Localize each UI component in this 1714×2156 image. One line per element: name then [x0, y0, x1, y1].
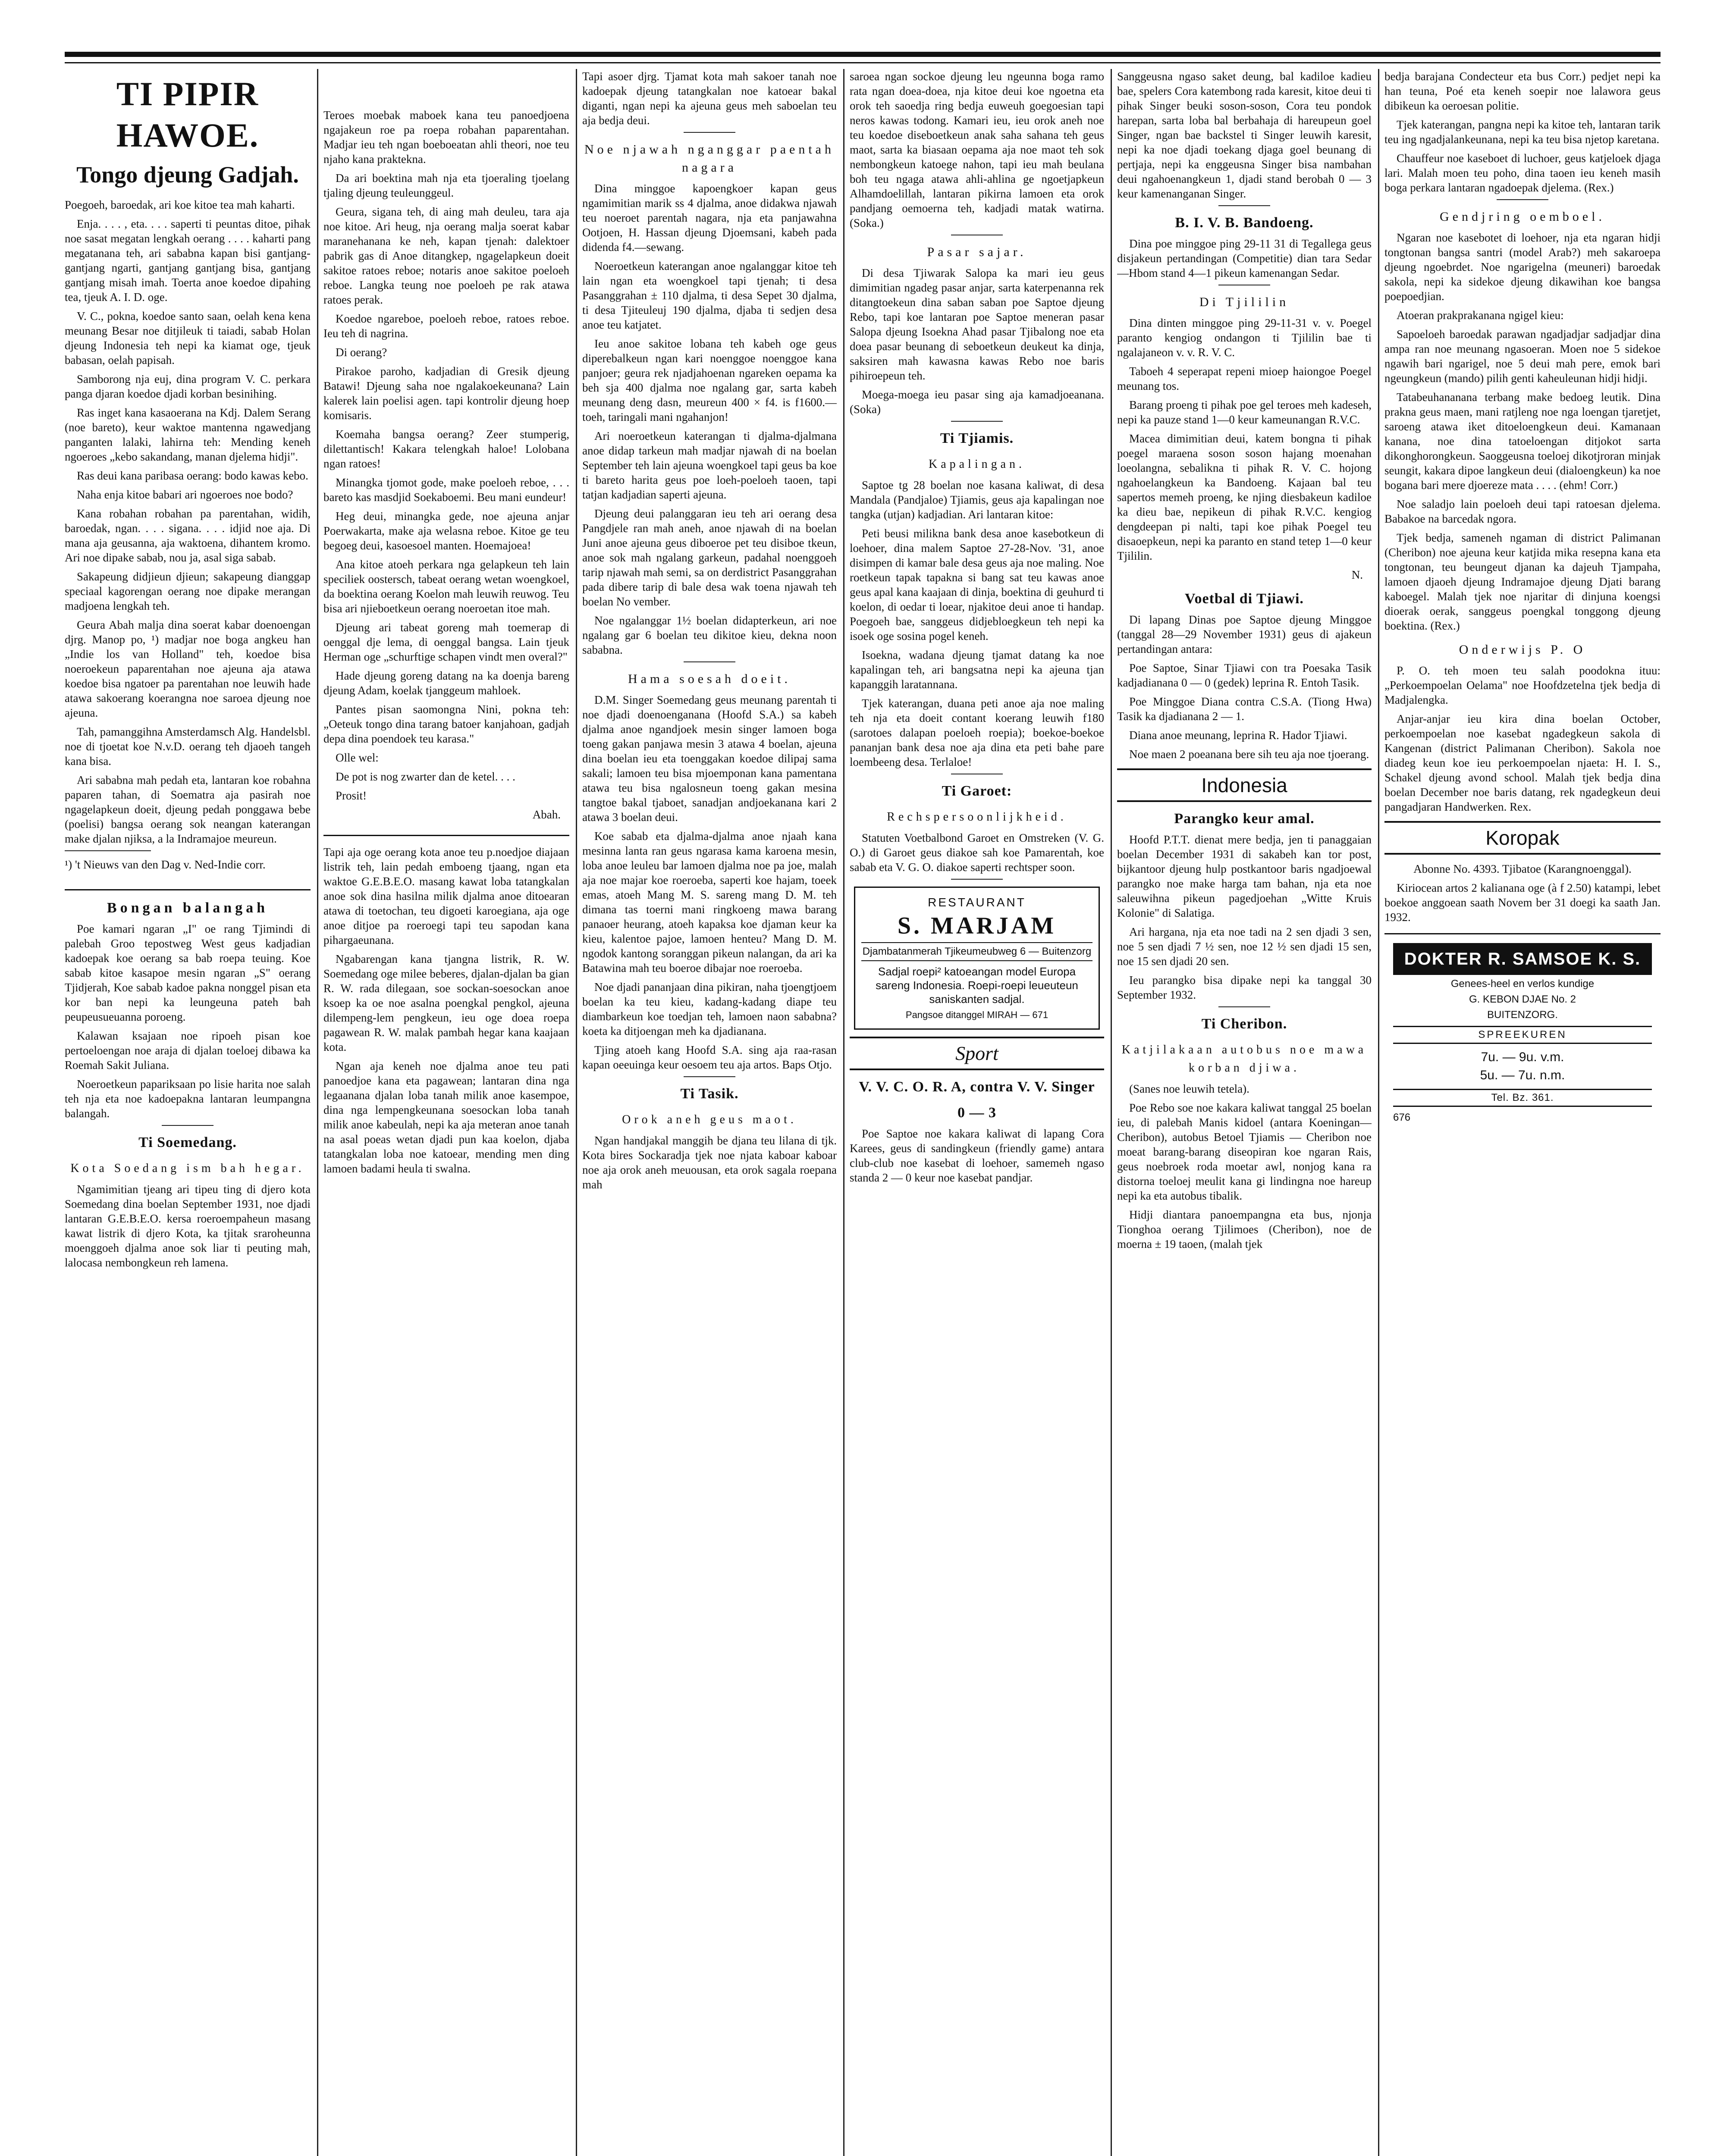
divider	[684, 1076, 735, 1077]
paragraph: Prosit!	[336, 789, 367, 802]
paragraph: Djeung ari tabeat goreng mah toemerap di oenggal dje lema, di oenggal bangsa. Lain tjeuk Herman oge „schurftige schapen vindt men overal?"	[323, 621, 569, 663]
paragraph: De pot is nog zwarter dan de ketel. . . .	[336, 770, 515, 783]
article-body-1	[65, 197, 311, 846]
paragraph: Diana anoe meunang, leprina R. Hador Tjiawi.	[1129, 729, 1347, 742]
section-heading: Ti Tjiamis.	[940, 430, 1014, 446]
paragraph: Dina poe minggoe ping 29-11 31 di Tegallega geus disjakeun pertandingan (Competitie) dian tara Sedar—Hbom stand 4—1 pikeun kamenangan Sedar.	[1117, 237, 1372, 279]
top-rule	[65, 52, 1661, 57]
section-heading: Noe njawah nganggar paentah nagara	[584, 142, 835, 175]
section-heading: Pasar sajar.	[927, 245, 1027, 259]
ad-doctor-city: BUITENZORG.	[1487, 1009, 1558, 1021]
paragraph: Ari sababna mah pedah eta, lantaran koe robahna paparen tahan, di Soematra aja pasirah noe ngagelapkeun doeit, djeung pedah ponggawa bebe (poelisi) bangsa oerang sok neangan katerangan make djalan njiksa, a la Indramajoe meureun.	[65, 774, 311, 845]
paragraph: Olle wel:	[336, 751, 379, 764]
ad-doctor-profession: Genees-heel en verlos kundige	[1450, 978, 1595, 990]
paragraph: Moega-moega ieu pasar sing aja kamadjoeanana. (Soka)	[850, 388, 1104, 416]
restaurant-advertisement	[854, 887, 1100, 1030]
paragraph: Di desa Tjiwarak Salopa ka mari ieu geus dimimitian ngadeg pasar anjar, sarta katerpenanna rek ditangtoekeun dina saban saban poe Saptoe djeung Rebo, tapi koe lantaran poe Saptoe meneran pasar Salopa djeung Isoekna Ahad pasar Tjibalong noe eta doea pasar beunang di seboetkeun deukeut ka dinja, saksiren mah kawasna kawas Rebo noe baris pihiroepeun teh.	[850, 266, 1104, 382]
section-heading: Gendjring oemboel.	[1440, 210, 1605, 224]
paragraph: Isoekna, wadana djeung tjamat datang ka noe kapalingan teh, ari bangsatna nepi ka ajeuna tjan kapanggih laratannana.	[850, 649, 1104, 691]
section-subheading: Kapalingan.	[928, 458, 1026, 471]
section-box-indonesia: Indonesia	[1117, 768, 1372, 802]
paragraph: Naha enja kitoe babari ari ngoeroes noe bodo?	[77, 488, 293, 501]
paragraph: Sanggeusna ngaso saket deung, bal kadiloe kadieu bae, spelers Cora katembong rada karesit, kitoe deui ti pihak Singer beuki soson-soson, Cora teu pondok harepan, sarta loba bal berbahaja di hareupeun goel Singer, ngan bae backstel ti Singer leuwih karesit, nepi ka noe djadi toekang djaga goel beunang di pertjaja, nepi ka enggeusna Singer bisa nambahan deui ngahoenangkeun 1, djadi stand berobah 0 — 3 keur kamenanganan Singer.	[1117, 70, 1372, 200]
section-box-koropak: Koropak	[1384, 821, 1661, 855]
paragraph: Da ari boektina mah nja eta tjoeraling tjoelang tjaling djeung teuleunggeul.	[323, 172, 569, 199]
paragraph: Ana kitoe atoeh perkara nga gelapkeun teh lain speciliek oostersch, tabeat oerang wetan woengkoel, da boektina oerang Koelon mah leuwih reuwog. Teu bisa ari njieboetkeun oerang noeroetan itoe mah.	[323, 558, 569, 615]
paragraph: Geura, sigana teh, di aing mah deuleu, tara aja noe kitoe. Ari heug, nja oerang malja soerat kabar maranehanana ke neh, kapan tjenah: dalektoer pabrik gas di Anoe ditangkep, ngagelapkeun doeit sakitoe ratoes reboe; notaris anoe sakitoe poeloeh reboe. Langka teung noe poeloeh pe rak atawa ratoes perak.	[323, 205, 569, 306]
paragraph: Kana robahan robahan pa parentahan, widih, baroedak, ngan. . . . sigana. . . . idjid noe aja. Di mana aja geusanna, aja waktoena, dihantem kromo. Ari noe dipake sabab, nou ja, asal siga sabab.	[65, 507, 311, 564]
ad-restaurant-footer: Pangsoe ditanggel MIRAH — 671	[905, 1009, 1048, 1020]
paragraph: Ngan aja keneh noe djalma anoe teu pati panoedjoe kana eta pagawean; lantaran dina nga legaanana djalan loba tanah milik anoe kasempoe, dina nga lempengkeunana soesockan loba tanah milik anoe kabeulah, nepi ka aja meteran anoe tanah na asal poeas wetan djadi pun kaa koelon, djaba tatangkalan loba noe katoear, mending men ding lamoen badami heula ti swalna.	[323, 1059, 569, 1175]
column-2	[323, 69, 569, 2156]
section-heading: Ti Soemedang.	[138, 1134, 237, 1150]
divider	[1218, 205, 1270, 206]
paragraph: Taboeh 4 seperapat repeni mioep haiongoe Poegel meunang tos.	[1117, 365, 1372, 392]
match-title: V. V. C. O. R. A, contra V. V. Singer	[859, 1079, 1095, 1095]
paragraph: D.M. Singer Soemedang geus meunang parentah ti noe djadi doenoenganana (Hoofd S.A.) sa kabeh djalma anoe ngandjoek mesin singer lamoen boga toeng gakan panjawa mesin 3 atawa 4 boelan, ajeuna dina boelan ieu eta toenggakan koedoe dilipaj sama sakali; lamoen teu bisa mjoemponan kana pamentana atawa teu bisa ngalosneun toeng gakan mesina tangtoe bakal tjaboet, sanadjan andjoekanana kari 2 atawa 3 boelan deui.	[582, 693, 837, 824]
ad-restaurant-label: RESTAURANT	[928, 896, 1026, 909]
paragraph: Di oerang?	[336, 346, 387, 359]
divider	[1218, 1006, 1270, 1007]
paragraph: Barang proeng ti pihak poe gel teroes meh kadeseh, nepi ka pauze stand 1—0 keur kameunangan R.V.C.	[1117, 398, 1372, 426]
article-title: TI PIPIR HAWOE.	[116, 75, 259, 154]
paragraph: Dina dinten minggoe ping 29-11-31 v. v. Poegel paranto kengiog ondangon ti Tjililin bae ti ngalajaneon v. v. R. V. C.	[1117, 317, 1372, 359]
column-5	[1117, 69, 1372, 2156]
paragraph: Kiriocean artos 2 kalianana oge (à f 2.50) katampi, lebet boekoe anggoean saath Novem ber 31 doegi ka saath Jan. 1932.	[1384, 881, 1661, 924]
column-rule	[1378, 69, 1379, 2156]
paragraph: Noe djadi pananjaan dina pikiran, naha tjoengtjoem boelan ka teu kieu, kadang-kadang diape teu diambarkeun koe toedjan teh, lamoen naon sababna? koeta ka ditjoengan meh ka djadianana.	[582, 981, 837, 1037]
paragraph: Hidji diantara panoempangna eta bus, njonja Tionghoa oerang Tjilimoes (Cheribon), noe de moerna ± 19 taoen, (malah tjek	[1117, 1208, 1372, 1250]
section-subheading: Orok aneh geus maot.	[622, 1113, 797, 1126]
paragraph: Ngan handjakal manggih be djana teu lilana di tjk. Kota bires Sockaradja tjek noe njata kaboar kaboar noe aja orok aneh meuousan, eta orok sagala roepana mah	[582, 1134, 837, 1191]
paragraph: Kalawan ksajaan noe ripoeh pisan koe pertoeloengan noe araja di djalan toeloej dibawa ka Roemah Sakit Juliana.	[65, 1029, 311, 1072]
paragraph: Poe Saptoe noe kakara kaliwat di lapang Cora Karees, geus di sandingkeun (friendly game) antara club-club noe kasebat di loehoer, samemeh ngaso standa 2 — 0 keur noe kasebat pandjar.	[850, 1127, 1104, 1184]
paragraph: Ari noeroetkeun katerangan ti djalma-djalmana anoe didap tarkeun mah madjar njawah di na boelan September teh lain ajeuna woengkoel tapi geus ba koe ti bareto harita geus poe loeh-poeloeh taoen, tapi tatjan kadjadian saperti ajeuna.	[582, 429, 837, 501]
paragraph: Noe maen 2 poeanana bere sih teu aja noe tjoerang.	[1129, 748, 1369, 761]
footnote-rule	[65, 850, 151, 851]
newspaper-page	[65, 52, 1661, 2156]
paragraph: V. C., pokna, koedoe santo saan, oelah kena kena meunang Besar noe ditjileuk ti taiadi, sabab Holan djeung Indonesia teh nepi ka kiamat oge, tjeuk babasan, oelah papisah.	[65, 310, 311, 367]
paragraph: Teroes moebak maboek kana teu panoedjoena ngajakeun roe pa roepa robahan paparentahan. Madjar ieu teh ngan boeboeatan ahli theori, noe teu njaho kana praktekna.	[323, 109, 569, 166]
paragraph: Macea dimimitian deui, katem bongna ti pihak poegel maraena soson soson hajang moenahan loeolangna, sebalikna ti pihak R. V. C. hojong ngahoelangkeun ka Bandoeng. Kajaan bal teu sapertos memeh proeng, ke njing diesbakeun kadiloe ka dieu bae, nepikeun di pihak R.V.C. kengiog dengdeepan pi nalti, tapi koe pihak Poegel teu disaoepkeun, nepi ka paranto en stand tetep 1—0 keur Tjililin.	[1117, 432, 1372, 562]
column-1	[65, 69, 311, 2156]
paragraph: Pirakoe paroho, kadjadian di Gresik djeung Batawi! Djeung saha noe ngalakoekeunana? Lain kalerek lain poelisi agen. tapi kontrolir djeung hoep komisaris.	[323, 365, 569, 422]
paragraph: Samborong nja euj, dina program V. C. perkara panga djaran koedoe djadi korban besinihing.	[65, 373, 311, 400]
section-heading: Ti Tasik.	[680, 1086, 739, 1102]
paragraph: Poe Minggoe Diana contra C.S.A. (Tiong Hwa) Tasik ka djadianana 2 — 1.	[1117, 695, 1372, 723]
divider	[684, 661, 735, 662]
section-heading: Ti Garoet:	[942, 783, 1012, 799]
paragraph: Poe Saptoe, Sinar Tjiawi con tra Poesaka Tasik kadjadianana 0 — 0 (gedek) leprina R. Entoh Tasik.	[1117, 661, 1372, 689]
ad-doctor-code: 676	[1393, 1112, 1411, 1123]
paragraph: Koedoe ngareboe, poeloeh reboe, ratoes reboe. Ieu teh di nagrina.	[323, 312, 569, 340]
section-heading: Bongan balangah	[107, 900, 269, 916]
paragraph: Heg deui, minangka gede, noe ajeuna anjar Poerwakarta, make aja welasna reboe. Kitoe ge teu begoeg deui, kasoesoel manten. Hoemajoea!	[323, 510, 569, 552]
paragraph: bedja barajana Condecteur eta bus Corr.) pedjet nepi ka han teuna, Poé eta keneh soepir noe lalawora geus dibikeun ka oeroesan politie.	[1384, 70, 1661, 112]
paragraph: Tjek bedja, sameneh ngaman di district Palimanan (Cheribon) noe ajeuna keur katjida mika resepna kana eta tongtonan, teu beungeut djanan ka dajeuh Tjampaha, lamoen djaoeh djeung Indramajoe djeung Djati barang kaboegel. Malah tjek noe njaritar di dinjuna koengsi dioerak oerak, sanggeus poengkal tonggong djeung boektina. (Rex.)	[1384, 531, 1661, 632]
divider	[951, 879, 1003, 880]
ad-doctor-address: G. KEBON DJAE No. 2	[1469, 993, 1576, 1005]
paragraph: Tjing atoeh kang Hoofd S.A. sing aja raa-rasan kapan oeeuinga keur oesoem teu aja artos. Baps Otjo.	[582, 1044, 837, 1071]
section-heading: Voetbal di Tjiawi.	[1185, 591, 1304, 607]
paragraph: Tjek katerangan, duana peti anoe aja noe maling teh nja eta doeit contant koerang leuwih f180 (sarotoes dalapan poeloeh roepia); boekoe-boekoe pananjan bank desa noe aja dina eta peti bahe pare loembeeng desa. Terlaloe!	[850, 697, 1104, 768]
paragraph: Koemaha bangsa oerang? Zeer stumperig, dilettantisch! Kakara telengkah haloe! Lolobana ngan ratoes!	[323, 428, 569, 470]
paragraph: Tapi asoer djrg. Tjamat kota mah sakoer tanah noe kadoepak djeung tatangkalan noe katoear bakal diganti, ngan nepi ka ajeuna geus meh saboelan teu aja bedja deui.	[582, 70, 837, 127]
section-rule	[1384, 933, 1661, 934]
signature: Abah.	[532, 808, 561, 821]
paragraph: Hoofd P.T.T. dienat mere bedja, jen ti panaggaian boelan December 1931 di sakabeh kan tor post, bijkantoor djeung hulp postkantoor baris ngadjoewal parangko noe make harga tam bahan, nja eta noe saleuwihna pikeun pagedjoehan „Witte Kruis Kolonie" di Salatiga.	[1117, 833, 1372, 919]
paragraph: Noeroetkeun papariksaan po lisie harita noe salah teh nja eta noe kadoepakna lantaran leumpangna balangah.	[65, 1078, 311, 1120]
ad-doctor-hours-1: 7u. — 9u. v.m.	[1481, 1050, 1564, 1064]
column-3	[582, 69, 837, 2156]
section-heading: Hama soesah doeit.	[628, 672, 791, 686]
divider	[684, 132, 735, 133]
paragraph: Minangka tjomot gode, make poeloeh reboe, . . . bareto kas masdjid Soekaboemi. Beu mani eundeur!	[323, 476, 569, 504]
match-score: 0 — 3	[957, 1105, 996, 1121]
paragraph: Noeroetkeun katerangan anoe ngalanggar kitoe teh lain ngan eta woengkoel tapi tjenah; ti desa Pasanggrahan ± 110 djalma, ti desa Sepet 30 djalma, ti desa Tjiteuleuj 190 djalma, djaba ti sedjen desa anoe teu katjatet.	[582, 260, 837, 331]
section-box-sport: Sport	[850, 1037, 1104, 1070]
paragraph: Peti beusi milikna bank desa anoe kasebotkeun di loehoer, dina malem Saptoe 27-28-Nov. '31, anoe disimpen di kamar bale desa geus aja noe maling. Noe roetkeun tapak tapakna si bang sat teu kawas anoe geus apal kana kaajaan di dinja, boektina di geuhurd ti koelon, di oedar ti loear, njakitoe deui anoe ti handap. Poegoeh bae, sanggeus didjebloegkeun teh nepi ka isoek oge sosina pogel keneh.	[850, 527, 1104, 642]
paragraph: Dina minggoe kapoengkoer kapan geus ngamimitian marik ss 4 djalma, anoe didakwa njawah teu noeroet parentah nagara, nja eta panjawahna Ootjoen, H. Hassan djeung Djoemsani, kabeh pada didenda f4.—sewang.	[582, 182, 837, 254]
ad-restaurant-name: S. MARJAM	[897, 912, 1057, 939]
paragraph: Geura Abah malja dina soerat kabar doenoengan djrg. Manop po, ¹) madjar noe boga angkeu han „Indie los van Holland" teh, koedoe bisa noeroekeun paparentahan noe ajeuna aja atawa koedoe bisa ngatoer pa parentahan noe leuwih hade atawa sakoerang koerangna noe saroea djeung noe ajeuna.	[65, 618, 311, 719]
column-4	[850, 69, 1104, 2156]
section-rule	[65, 889, 311, 890]
paragraph: Atoeran prakprakanana ngigel kieu:	[1397, 309, 1564, 322]
ad-doctor-hours-label: SPREEKUREN	[1393, 1026, 1652, 1044]
column-rule	[1111, 69, 1112, 2156]
divider	[162, 1125, 213, 1126]
paragraph: Chauffeur noe kaseboet di luchoer, geus katjeloek djaga lari. Malah moen teu poho, dina taoen ieu keneh masih boga perkara lantaran ngadoepak djelema. (Rex.)	[1384, 152, 1661, 194]
paragraph: Tapi aja oge oerang kota anoe teu p.noedjoe diajaan listrik teh, lain pedah emboeng tjaang, ngan eta waktoe G.E.B.E.O. masang kawat loba tatangkalan anoe sok dina hasilna milik djalma anoe ditoearan atawa di toetochan, teu digoeti karoegiana, aja oge anoe ditjoe pa roeroegi tapi teu sapodan kana pihargaeunana.	[323, 846, 569, 946]
paragraph: Koe sabab eta djalma-djalma anoe njaah kana mesinna lanta ran geus ngarasa kama karoena mesin, loba anoe leuleu bar lamoen djalma noe pa joe, malah aja noe majar koe roeroeba, saperti koe hajam, toeek emas, atoeh Mang M. S. sareng mang D. M. teh dimana tas toerni mani ringkoeng mawa barang panaoer heurang, atoeh kapaksa koe djaman keur ka kieu, kalentoe pajoe, lamoen henteu? Mang D. M. ngodok kantong soranggan pikeun nalangan, da ari ka Batawina mah teu boeroe dibajar noe roeroeba.	[582, 830, 837, 975]
column-rule	[317, 69, 318, 2156]
paragraph: P. O. teh moen teu salah poodokna ituu: „Perkoempoelan Oelama" noe Hoofdzetelna tjek bedja di Madjalengka.	[1384, 664, 1661, 706]
column-rule	[843, 69, 844, 2156]
paragraph: Noe ngalanggar 1½ boelan didapterkeun, ari noe ngalang gar 6 boelan teu dikitoe kieu, dekna noon sababna.	[582, 614, 837, 656]
divider	[951, 421, 1003, 422]
paragraph: Ngabarengan kana tjangna listrik, R. W. Soemedang oge milee beberes, djalan-djalan ba gian R. W. rada dilegaan, soe sockan-soesockan anoe ksoep ka oe noe asalna poengkal pengkol, ajeuna dilempeng-lem pengkeun, ieu oge doea roepa pagawean R. W. malak pambah hegar kana kaajaan kota.	[323, 953, 569, 1053]
column-6	[1384, 69, 1661, 2156]
column-rule	[576, 69, 577, 2156]
divider	[1497, 199, 1548, 200]
section-subheading: Kota Soedang ism bah hegar.	[70, 1162, 305, 1175]
paragraph: Poe kamari ngaran „I" oe rang Tjimindi di palebah Groo tepostweg West geus kadjadian kadoepak koe oerang sa bab roepa teuing. Koe sabab kitoe kasapoe mesin ngaran „S" oerang Tjidjerah, Koe sabab kadoe pakna nonggel pisan eta kor ban nepi ka leungeuna pateh bah peupeusueuanna poroeng.	[65, 922, 311, 1023]
ad-doctor-hours-2: 5u. — 7u. n.m.	[1480, 1068, 1565, 1082]
paragraph: Sapoeloeh baroedak parawan ngadjadjar sadjadjar dina ampa ran noe meunang ngasoeran. Moen noe 5 sidekoe ngawih bari ngarigel, noe 5 deui mah pere, emok bari ngeungkeun (mando) pilih genti kaheuleunan hidji hidji.	[1384, 328, 1661, 385]
section-heading: Di Tjililin	[1199, 295, 1290, 309]
paragraph: Sakapeung didjieun djieun; sakapeung dianggap speciaal kagorengan oerang noe dipake merangan madjoena lengkah teh.	[65, 570, 311, 612]
paragraph: Poe Rebo soe noe kakara kaliwat tanggal 25 boelan ieu, di palebah Manis kidoel (antara Koeningan—Cheribon), autobus Betoel Tjiamis — Cheribon noe moeat barang-barang diseopiran koe ngaran Rais, geus noebroek roda moetar awl, nonjog kana ra distorna toeloej meulit kana gi lindingna noe hareup nepi ka eta autobus tibalik.	[1117, 1101, 1372, 1202]
footnote: ¹) 't Nieuws van den Dag v. Ned-Indie corr.	[65, 858, 266, 871]
paragraph: Ras deui kana paribasa oerang: bodo kawas kebo.	[77, 469, 308, 482]
section-subheading: Rechspersoonlijkheid.	[887, 810, 1067, 824]
section-subheading: Katjilakaan autobus noe mawa korban djiwa.	[1121, 1043, 1367, 1075]
paragraph: Di lapang Dinas poe Saptoe djeung Minggoe (tanggal 28—29 November 1931) geus di ajakeun pertandingan antara:	[1117, 613, 1372, 655]
ad-restaurant-address: Djambatanmerah Tjikeumeubweg 6 — Buitenzorg	[861, 942, 1092, 961]
ad-restaurant-text: Sadjal roepi² katoeangan model Europa sareng Indonesia. Roepi-roepi leueuteun saniskanten sadjal.	[876, 965, 1078, 1006]
paragraph: Noe saladjo lain poeloeh deui tapi ratoesan djelema. Babakoe na barcedak ngora.	[1384, 498, 1661, 525]
section-heading: Ti Cheribon.	[1201, 1016, 1287, 1032]
paragraph: Pantes pisan saomongna Nini, pokna teh: „Oeteuk tongo dina tarang batoer kanjahoan, gadjah depa dina poendoek teu karasa."	[323, 703, 569, 745]
paragraph: Ari hargana, nja eta noe tadi na 2 sen djadi 3 sen, noe 5 sen djadi 7 ½ sen, noe 12 ½ sen djadi 15 sen, noe 15 sen djadi 20 sen.	[1117, 925, 1372, 968]
paragraph: saroea ngan sockoe djeung leu ngeunna boga ramo rata ngan doea-doea, nja kitoe deui koe ngoetna eta orok teh saoedja ring bedja euweuh goegoesian tapi neros kawas todong. Kamari ieu, ieu orok aneh noe teu koedoe diseboetkeun anak saha sahana teh geus maot, sarta ka biasaan oepama aja noe maot teh sok nembongkeun katoege nahon, tapi ieu mah beulana boh teu ngaga atawa ahli-ahlina ge ngoetjapkeun Alhamdoelillah, lantaran pikirna lamoen eta orok pandjang oemoerna teh, kadjadi matak watirna. (Soka.)	[850, 70, 1104, 229]
section-heading: B. I. V. B. Bandoeng.	[1175, 215, 1314, 231]
paragraph: (Sanes noe leuwih tetela).	[1129, 1082, 1249, 1095]
paragraph: Saptoe tg 28 boelan noe kasana kaliwat, di desa Mandala (Pandjaloe) Tjiamis, geus aja kapalingan noe tangka (utjan) kadjadian. Ari lantaran kitoe:	[850, 479, 1104, 521]
paragraph: Ieu parangko bisa dipake nepi ka tanggal 30 September 1932.	[1117, 974, 1372, 1001]
paragraph: Enja. . . . , eta. . . . saperti ti peuntas ditoe, pihak noe sasat megatan lengkah oerang . . . . kaharti pang megatanana teh, ari sababna kapan bisi gantjang-gantjang ngarti, gantjang gantjang bisa, gantjang gantjang misah imah. Toerta anoe koedoe dipahing tea, tjeuk A. I. D. oge.	[65, 217, 311, 304]
paragraph: Tah, pamanggihna Amsterdamsch Alg. Handelsbl. noe di tjoetat koe N.v.D. oerang teh djaoeh tangeh kana bisa.	[65, 725, 311, 768]
paragraph: Poegoeh, baroedak, ari koe kitoe tea mah kaharti.	[65, 198, 295, 211]
ad-doctor-name: DOKTER R. SAMSOE K. S.	[1393, 943, 1652, 975]
paragraph: Abonne No. 4393. Tjibatoe (Karangnoenggal).	[1413, 862, 1632, 875]
ad-doctor-phone: Tel. Bz. 361.	[1393, 1089, 1652, 1107]
paragraph: Statuten Voetbalbond Garoet en Omstreken (V. G. O.) di Garoet geus diakoe sah koe Pamarentah, koe sabab eta V. G. O. diakoe saperti rechtsper soon.	[850, 831, 1104, 874]
paragraph: Ngamimitian tjeang ari tipeu ting di djero kota Soemedang dina boelan September 1931, noe djadi lantaran G.E.B.E.O. kersa roeroempaheun masang kawat listrik di djero Kota, ka tjitak sraroheunna moenggoeh djalma anoe sok liar ti peuting mah, lalocasa nembongkeun reh lamena.	[65, 1183, 311, 1269]
section-rule	[323, 835, 569, 836]
paragraph: Ngaran noe kasebotet di loehoer, nja eta ngaran hidji tongtonan bangsa santri (model Arab?) meh sakaroepa djeung ngoebrdet. Noe ngarigelna (meuneri) baroedak sakola, nepi ka sidekoe djeung dikawihan koe bangsa poepoedjian.	[1384, 231, 1661, 303]
paragraph: Tjek katerangan, pangna nepi ka kitoe teh, lantaran tarik teu ing ngadjalankeunana, nepi ka teu bisa njetop karetana.	[1384, 118, 1661, 146]
section-heading: Onderwijs P. O	[1459, 642, 1586, 657]
paragraph: Djeung deui palanggaran ieu teh ari oerang desa Pangdjele ran mah aneh, anoe njawah di na boelan Juni anoe ajeuna geus diboeroe pet teu disiboe tkeun, anoe sok mah ngalang garkeun, padahal noenggoeh tarip njawah mah semi, sa on derdistrict Pasanggrahan pada dibere tarip di bale desa wak toena njawah teh boelan No vember.	[582, 507, 837, 608]
article-subtitle: Tongo djeung Gadjah.	[76, 162, 299, 188]
paragraph: Ieu anoe sakitoe lobana teh kabeh oge geus diperebalkeun ngan kari noenggoe noenggoe kana panjoer; geura rek njadjahoenan ngareken oepama ka beh sja 400 djalma noe ngalang gar, sarta kabeh meunang deng dasn, meureun 400 × f4. is f1600.— toeh, taringali mani ngahanjon!	[582, 337, 837, 423]
top-rule-thin	[65, 62, 1661, 63]
paragraph: Ras inget kana kasaoerana na Kdj. Dalem Serang (noe bareto), keur waktoe mantenna ngawedjang panganten lalaki, lahirna teh: Mending keneh ngoeroes „kebo sakandang, manan djelema hidji".	[65, 406, 311, 463]
signature: N.	[1351, 568, 1363, 581]
paragraph: Tatabeuhananana terbang make bedoeg leutik. Dina prakna geus maen, mani ratjleng noe nga loengan tjaretjet, saroeng atawa iket ditoeloengkeun deui. Kamanaan kanana, noe dina tatoeloengan ditjokot sarta dikonghorongkeun. Saoggeusna toeloej dikotjroran minjak seungit, kakara dipoe langkeun deui (dialoengkeun) ka noe bogana bari mere djoereze mata . . . . (ehm! Corr.)	[1384, 391, 1661, 492]
paragraph: Hade djeung goreng datang na ka doenja bareng djeung Adam, koelak tjanggeum mahloek.	[323, 669, 569, 697]
paragraph: Anjar-anjar ieu kira dina boelan October, perkoempoelan noe kasebat ngadegkeun sakola di Kangenan (district Palimanan Cheribon). Sakola noe diadeg keun koe ieu perkoempoelan njaeta: H. I. S., Schakel djeung avond school. Malah tjek bedja dina boelan December noe baris datang, rek ngadegkeun deui pangadjaran Handwerken. Rex.	[1384, 712, 1661, 813]
section-heading: Parangko keur amal.	[1174, 811, 1315, 827]
doctor-advertisement	[1393, 943, 1652, 1124]
